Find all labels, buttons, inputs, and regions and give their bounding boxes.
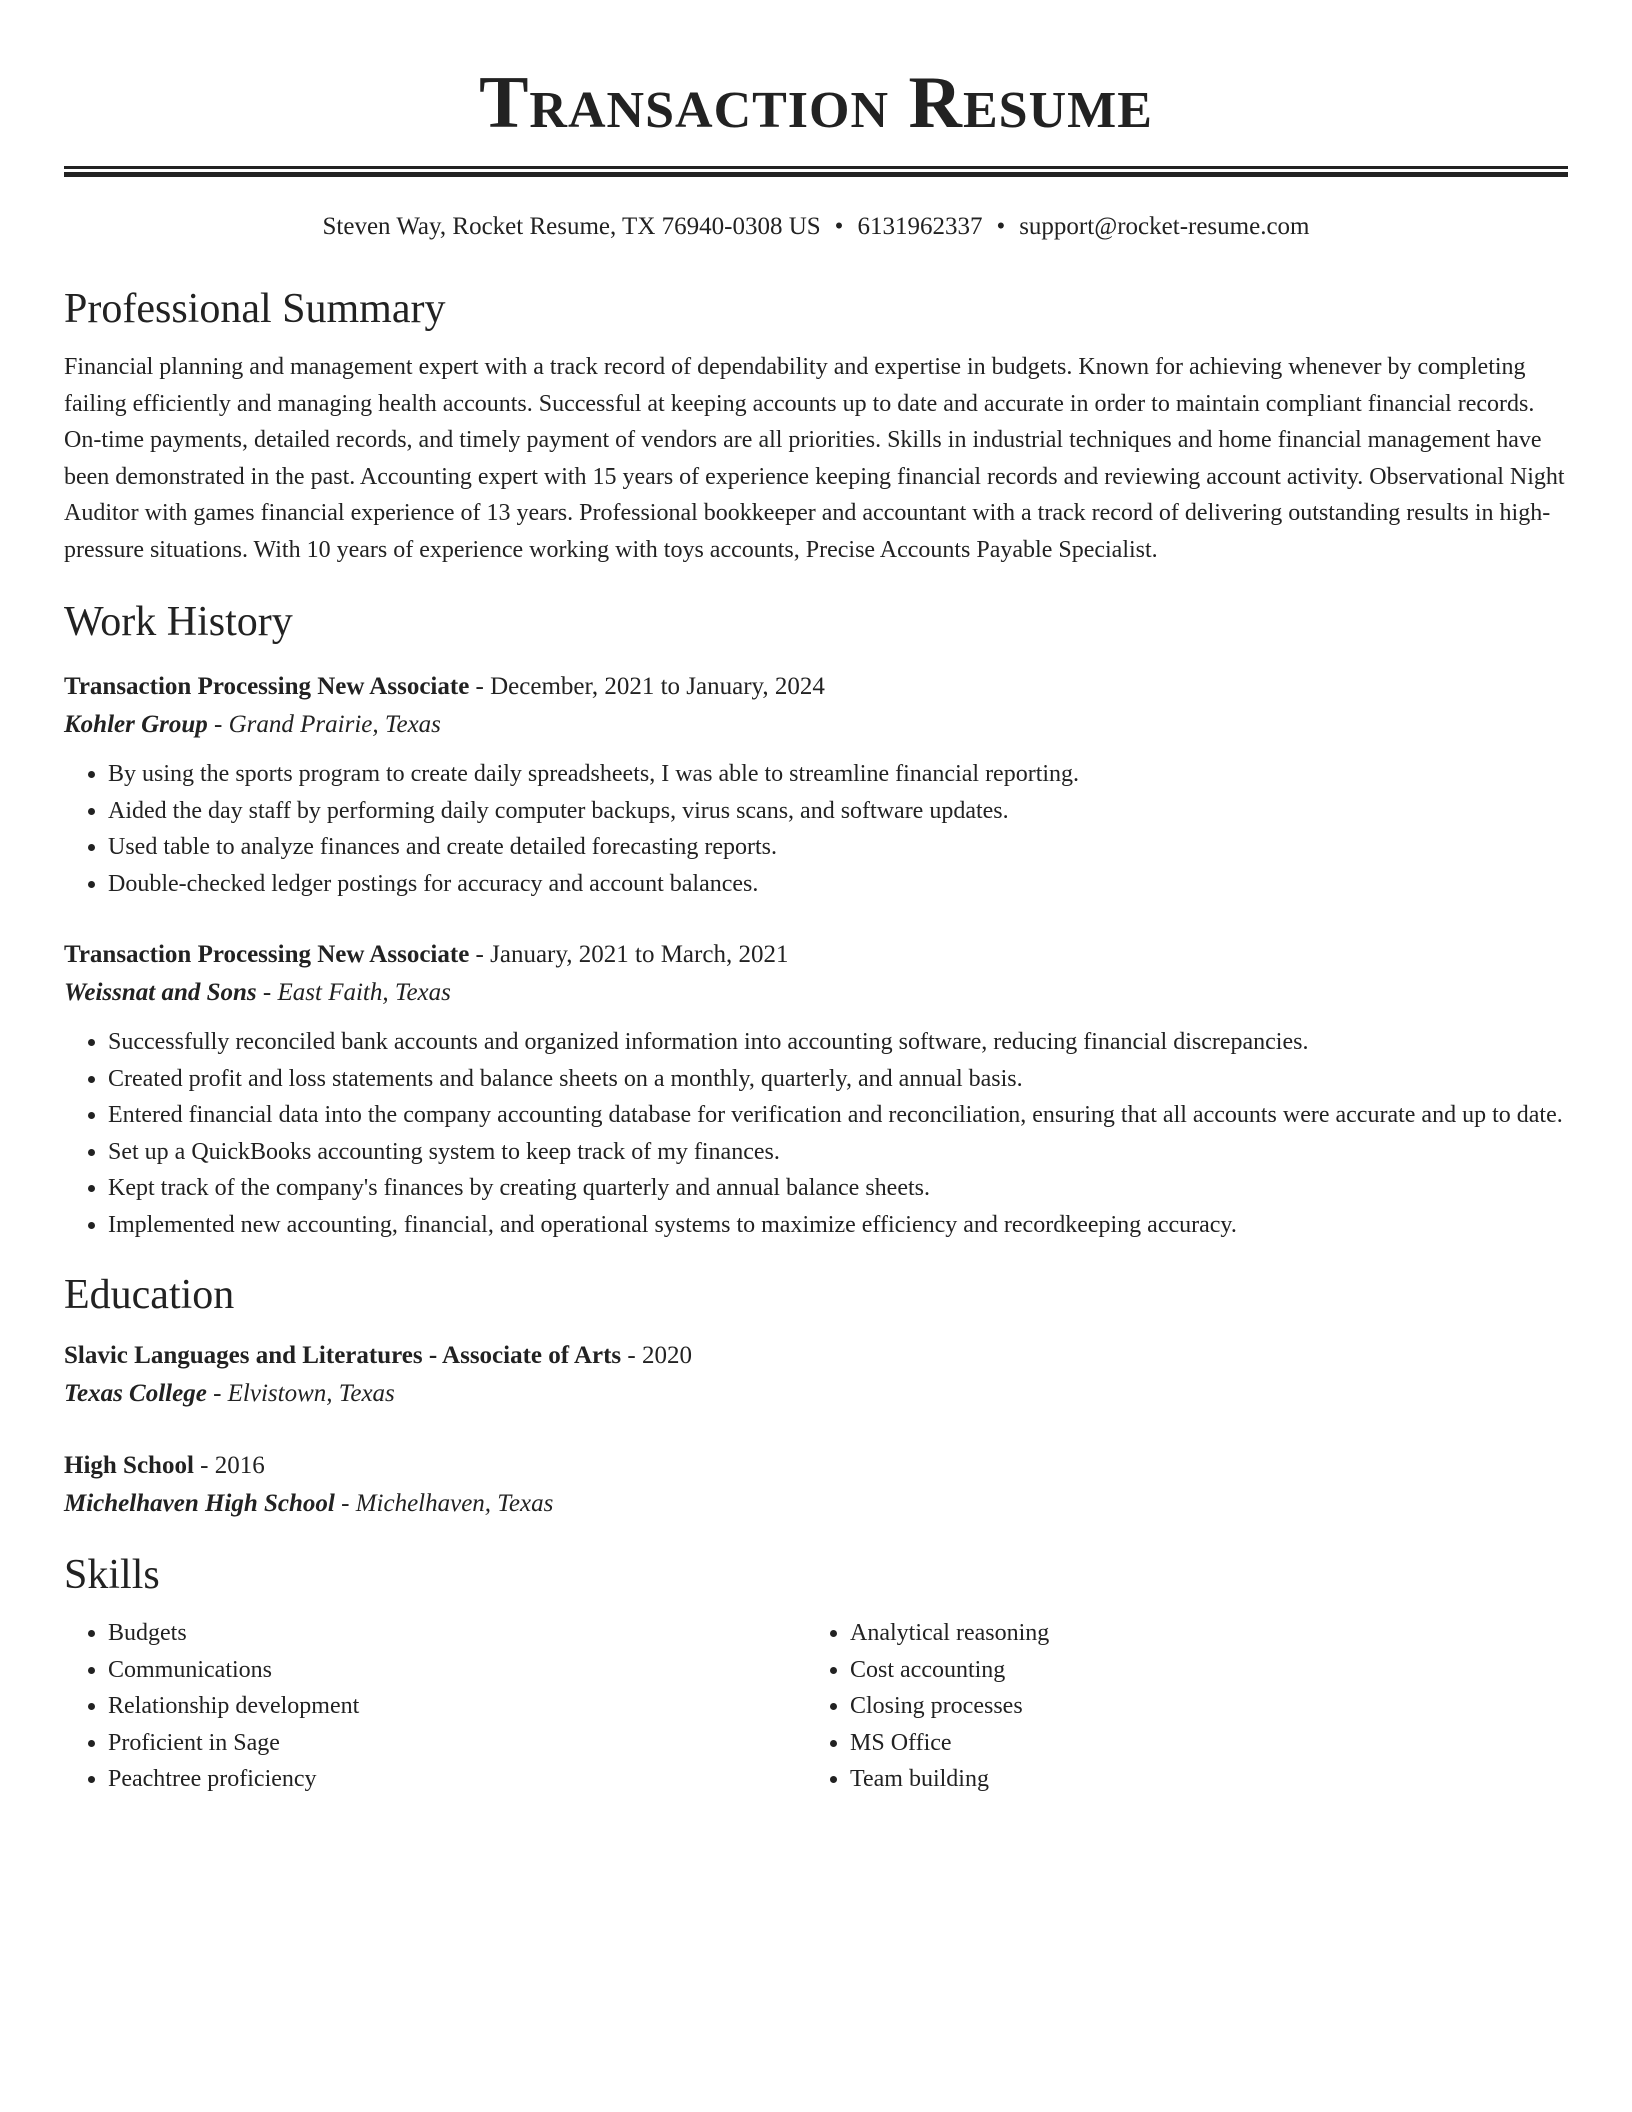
summary-heading: Professional Summary — [64, 286, 446, 332]
education-degree: Slavic Languages and Literatures - Associate of Arts — [64, 1342, 622, 1369]
contact-email: support@rocket-resume.com — [1019, 213, 1310, 240]
skill-item: • Team building — [850, 1761, 1548, 1798]
summary-text: Financial planning and management expert with a track record of dependability and expertise in budgets. Known for achieving whenever by completing failing efficiently and managing health accounts. Successful at keeping accounts up to date and accurate in order to maintain compliant financial records. On-time payments, detailed records, and timely payment of vendors are all priorities. Skills in industrial techniques and home financial management have been demonstrated in the past. Accounting expert with 15 years of experience keeping financial records and reviewing account activity. Observational Night Auditor with games financial experience of 13 years. Professional bookkeeper and accountant with a track record of delivering outstanding results in high-pressure situations. With 10 years of experience working with toys accounts, Precise Accounts Payable Specialist. — [64, 354, 1565, 563]
job-bullet: • Successfully reconciled bank accounts and organized information into accounting software, reducing financial discrepancies. — [108, 1024, 1568, 1061]
skill-item: • Cost accounting — [850, 1652, 1548, 1689]
skill-item: • MS Office — [850, 1725, 1548, 1762]
job-location: - Grand Prairie, Texas — [207, 711, 441, 738]
work-history-heading: Work History — [64, 599, 293, 645]
job-employer — [64, 974, 1568, 1012]
contact-phone: 6131962337 — [857, 213, 983, 240]
skill-item: • Budgets — [108, 1615, 806, 1652]
title-divider — [64, 166, 1568, 177]
skill-item: • Closing processes — [850, 1688, 1548, 1725]
job-company: Weissnat and Sons — [64, 979, 257, 1006]
education-header — [64, 1447, 1568, 1485]
job-dates: - January, 2021 to March, 2021 — [469, 941, 789, 968]
job-bullet: • By using the sports program to create daily spreadsheets, I was able to streamline financial reporting. — [108, 756, 1568, 793]
education-heading: Education — [64, 1272, 235, 1318]
job-location: - East Faith, Texas — [256, 979, 451, 1006]
job-bullet: • Double-checked ledger postings for accuracy and account balances. — [108, 866, 1568, 903]
education-degree: High School — [64, 1452, 194, 1479]
contact-separator: • — [996, 213, 1006, 240]
education-location: - Michelhaven, Texas — [334, 1490, 554, 1517]
resume-title: Transaction Resume — [479, 62, 1153, 144]
contact-line — [64, 211, 1568, 243]
skill-item: • Relationship development — [108, 1688, 806, 1725]
education-header — [64, 1337, 1568, 1375]
job-bullets — [64, 1024, 1568, 1243]
skill-item: • Communications — [108, 1652, 806, 1689]
job-bullet: • Implemented new accounting, financial, and operational systems to maximize efficiency and recordkeeping accuracy. — [108, 1207, 1568, 1244]
skill-item: • Analytical reasoning — [850, 1615, 1548, 1652]
job-header — [64, 936, 1568, 974]
job-entry — [64, 668, 1568, 902]
skill-item: • Proficient in Sage — [108, 1725, 806, 1762]
skills-heading: Skills — [64, 1552, 160, 1598]
education-entry — [64, 1447, 1568, 1523]
skills-columns — [64, 1615, 1568, 1798]
job-title: Transaction Processing New Associate — [64, 941, 470, 968]
job-header — [64, 668, 1568, 706]
education-location: - Elvistown, Texas — [206, 1380, 395, 1407]
contact-separator: • — [834, 213, 844, 240]
education-school: Texas College — [64, 1380, 207, 1407]
contact-address: Steven Way, Rocket Resume, TX 76940-0308 US — [322, 213, 821, 240]
education-entry — [64, 1337, 1568, 1413]
job-bullets — [64, 756, 1568, 902]
job-employer — [64, 706, 1568, 744]
job-bullet: • Kept track of the company's finances by creating quarterly and annual balance sheets. — [108, 1170, 1568, 1207]
education-year: - 2020 — [621, 1342, 692, 1369]
skills-column-left — [64, 1615, 806, 1798]
job-company: Kohler Group — [64, 711, 208, 738]
job-bullet: • Set up a QuickBooks accounting system to keep track of my finances. — [108, 1134, 1568, 1171]
job-title: Transaction Processing New Associate — [64, 673, 470, 700]
education-institution — [64, 1485, 1568, 1523]
job-bullet: • Used table to analyze finances and create detailed forecasting reports. — [108, 829, 1568, 866]
job-dates: - December, 2021 to January, 2024 — [469, 673, 825, 700]
job-bullet: • Aided the day staff by performing daily computer backups, virus scans, and software updates. — [108, 793, 1568, 830]
education-institution — [64, 1375, 1568, 1413]
job-bullet: • Created profit and loss statements and balance sheets on a monthly, quarterly, and annual basis. — [108, 1061, 1568, 1098]
skills-column-right — [806, 1615, 1548, 1798]
job-bullet: • Entered financial data into the company accounting database for verification and reconciliation, ensuring that all accounts were accurate and up to date. — [108, 1097, 1568, 1134]
job-entry — [64, 936, 1568, 1243]
education-school: Michelhaven High School — [64, 1490, 335, 1517]
skill-item: • Peachtree proficiency — [108, 1761, 806, 1798]
education-year: - 2016 — [193, 1452, 265, 1479]
